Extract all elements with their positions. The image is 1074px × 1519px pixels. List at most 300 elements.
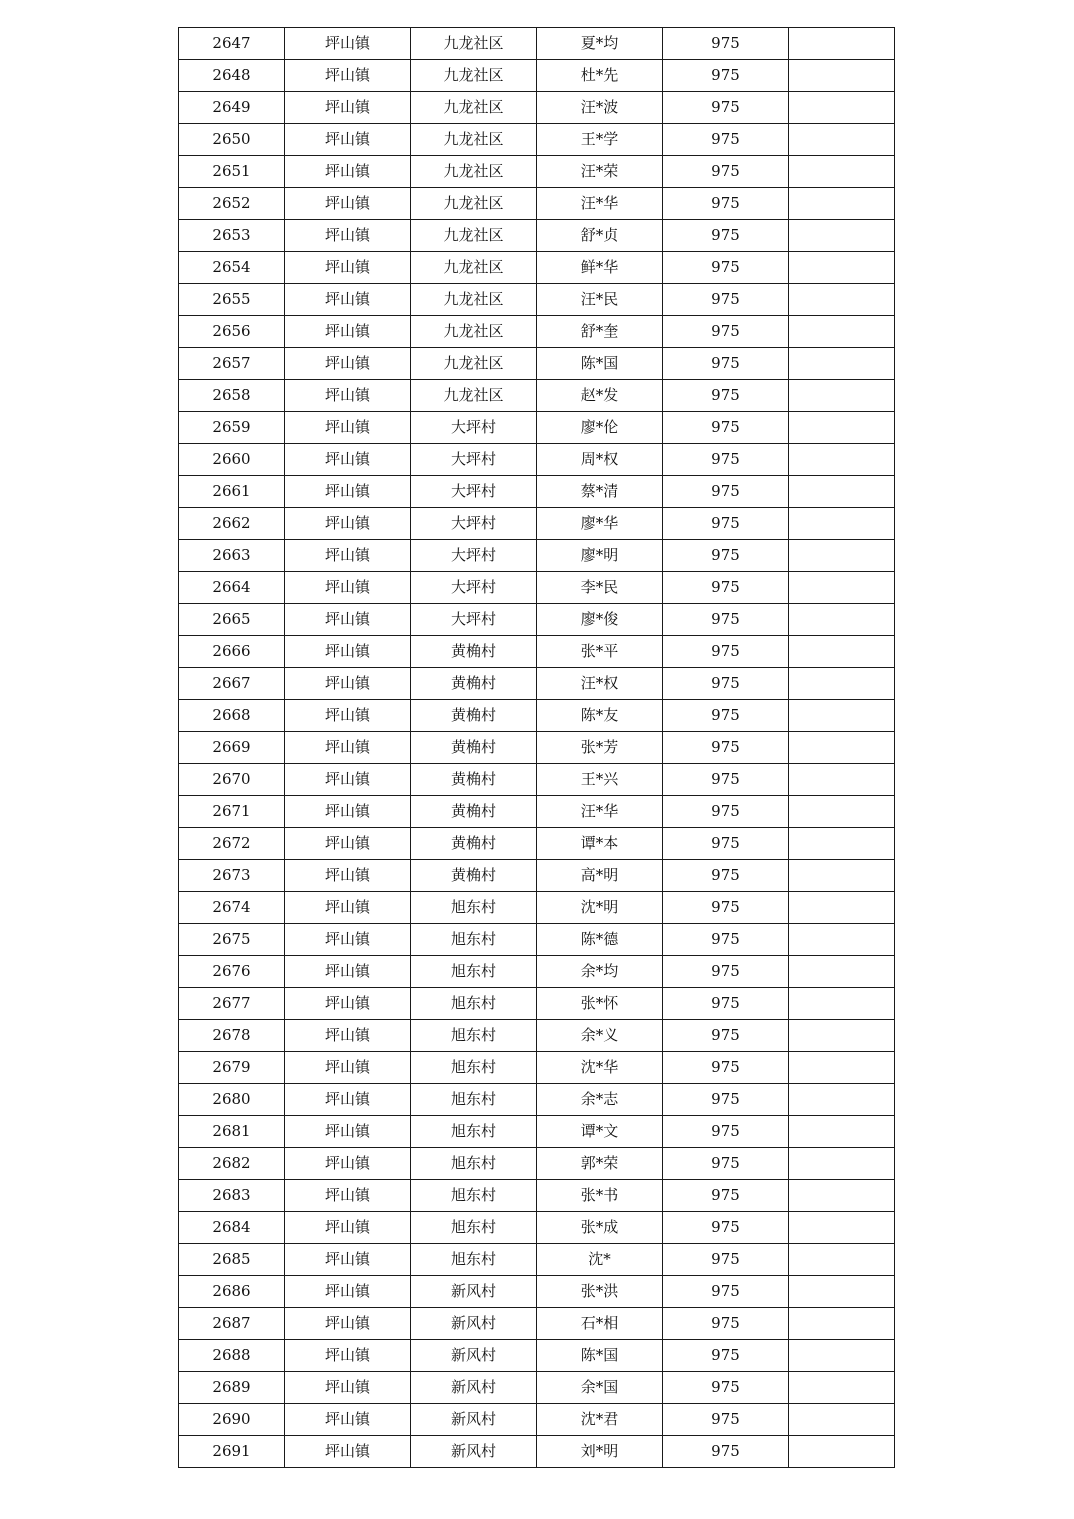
cell-amount: 975 (663, 924, 789, 956)
cell-village: 黄桷村 (411, 700, 537, 732)
cell-amount: 975 (663, 316, 789, 348)
cell-note (789, 316, 895, 348)
cell-village: 大坪村 (411, 540, 537, 572)
table-row (179, 412, 895, 444)
cell-amount: 975 (663, 604, 789, 636)
cell-amount: 975 (663, 1404, 789, 1436)
table-row (179, 124, 895, 156)
table-row (179, 1084, 895, 1116)
cell-serial-number: 2660 (179, 444, 285, 476)
cell-serial-number: 2651 (179, 156, 285, 188)
cell-name: 廖*伦 (537, 412, 663, 444)
table-row (179, 316, 895, 348)
cell-village: 九龙社区 (411, 220, 537, 252)
cell-name: 廖*华 (537, 508, 663, 540)
cell-amount: 975 (663, 348, 789, 380)
cell-town: 坪山镇 (285, 28, 411, 60)
cell-serial-number: 2668 (179, 700, 285, 732)
cell-amount: 975 (663, 1372, 789, 1404)
cell-note (789, 828, 895, 860)
cell-village: 大坪村 (411, 572, 537, 604)
cell-note (789, 188, 895, 220)
cell-name: 汪*华 (537, 796, 663, 828)
cell-amount: 975 (663, 636, 789, 668)
cell-village: 旭东村 (411, 956, 537, 988)
cell-village: 新风村 (411, 1372, 537, 1404)
cell-note (789, 732, 895, 764)
cell-town: 坪山镇 (285, 1276, 411, 1308)
table-row (179, 700, 895, 732)
table-row (179, 252, 895, 284)
cell-name: 沈*君 (537, 1404, 663, 1436)
cell-town: 坪山镇 (285, 60, 411, 92)
cell-name: 高*明 (537, 860, 663, 892)
cell-note (789, 1052, 895, 1084)
cell-village: 大坪村 (411, 412, 537, 444)
cell-town: 坪山镇 (285, 1372, 411, 1404)
cell-town: 坪山镇 (285, 796, 411, 828)
cell-name: 李*民 (537, 572, 663, 604)
cell-town: 坪山镇 (285, 444, 411, 476)
cell-name: 汪*华 (537, 188, 663, 220)
table-row (179, 1340, 895, 1372)
table-row (179, 1052, 895, 1084)
cell-serial-number: 2662 (179, 508, 285, 540)
cell-name: 郭*荣 (537, 1148, 663, 1180)
cell-village: 黄桷村 (411, 764, 537, 796)
cell-town: 坪山镇 (285, 604, 411, 636)
cell-village: 旭东村 (411, 1212, 537, 1244)
cell-village: 大坪村 (411, 444, 537, 476)
cell-town: 坪山镇 (285, 636, 411, 668)
table-row (179, 636, 895, 668)
cell-name: 陈*国 (537, 1340, 663, 1372)
cell-amount: 975 (663, 412, 789, 444)
cell-serial-number: 2685 (179, 1244, 285, 1276)
cell-village: 黄桷村 (411, 636, 537, 668)
cell-village: 九龙社区 (411, 348, 537, 380)
cell-serial-number: 2659 (179, 412, 285, 444)
cell-note (789, 668, 895, 700)
cell-serial-number: 2648 (179, 60, 285, 92)
cell-amount: 975 (663, 1436, 789, 1468)
cell-name: 廖*俊 (537, 604, 663, 636)
cell-name: 张*平 (537, 636, 663, 668)
cell-name: 陈*友 (537, 700, 663, 732)
cell-serial-number: 2671 (179, 796, 285, 828)
cell-amount: 975 (663, 92, 789, 124)
cell-note (789, 572, 895, 604)
cell-amount: 975 (663, 1116, 789, 1148)
cell-town: 坪山镇 (285, 252, 411, 284)
cell-amount: 975 (663, 476, 789, 508)
cell-serial-number: 2661 (179, 476, 285, 508)
cell-village: 黄桷村 (411, 828, 537, 860)
cell-name: 沈* (537, 1244, 663, 1276)
cell-name: 张*成 (537, 1212, 663, 1244)
cell-town: 坪山镇 (285, 1180, 411, 1212)
cell-note (789, 476, 895, 508)
cell-village: 旭东村 (411, 988, 537, 1020)
cell-note (789, 412, 895, 444)
cell-village: 旭东村 (411, 924, 537, 956)
cell-amount: 975 (663, 1052, 789, 1084)
table-body (179, 28, 895, 1468)
cell-village: 大坪村 (411, 508, 537, 540)
cell-serial-number: 2665 (179, 604, 285, 636)
cell-name: 沈*明 (537, 892, 663, 924)
cell-village: 旭东村 (411, 1020, 537, 1052)
cell-name: 谭*本 (537, 828, 663, 860)
cell-serial-number: 2656 (179, 316, 285, 348)
cell-village: 新风村 (411, 1340, 537, 1372)
cell-note (789, 28, 895, 60)
cell-name: 余*均 (537, 956, 663, 988)
table-row (179, 796, 895, 828)
table-row (179, 668, 895, 700)
cell-name: 赵*发 (537, 380, 663, 412)
cell-name: 陈*国 (537, 348, 663, 380)
cell-serial-number: 2655 (179, 284, 285, 316)
cell-serial-number: 2686 (179, 1276, 285, 1308)
cell-note (789, 1244, 895, 1276)
cell-town: 坪山镇 (285, 380, 411, 412)
cell-note (789, 1180, 895, 1212)
cell-amount: 975 (663, 124, 789, 156)
cell-name: 廖*明 (537, 540, 663, 572)
table-row (179, 380, 895, 412)
cell-amount: 975 (663, 1244, 789, 1276)
cell-town: 坪山镇 (285, 1244, 411, 1276)
cell-town: 坪山镇 (285, 1308, 411, 1340)
cell-note (789, 1148, 895, 1180)
cell-name: 石*相 (537, 1308, 663, 1340)
cell-note (789, 380, 895, 412)
table-row (179, 732, 895, 764)
cell-name: 周*权 (537, 444, 663, 476)
cell-serial-number: 2653 (179, 220, 285, 252)
cell-serial-number: 2654 (179, 252, 285, 284)
cell-village: 九龙社区 (411, 60, 537, 92)
cell-name: 余*国 (537, 1372, 663, 1404)
table-row (179, 1212, 895, 1244)
cell-amount: 975 (663, 956, 789, 988)
table-row (179, 188, 895, 220)
cell-village: 黄桷村 (411, 860, 537, 892)
cell-town: 坪山镇 (285, 700, 411, 732)
table-row (179, 1276, 895, 1308)
cell-town: 坪山镇 (285, 572, 411, 604)
cell-town: 坪山镇 (285, 156, 411, 188)
table-row (179, 892, 895, 924)
table-row (179, 1436, 895, 1468)
cell-name: 余*义 (537, 1020, 663, 1052)
cell-town: 坪山镇 (285, 1436, 411, 1468)
cell-note (789, 892, 895, 924)
cell-town: 坪山镇 (285, 860, 411, 892)
cell-amount: 975 (663, 60, 789, 92)
cell-name: 张*洪 (537, 1276, 663, 1308)
cell-serial-number: 2691 (179, 1436, 285, 1468)
cell-village: 九龙社区 (411, 124, 537, 156)
cell-town: 坪山镇 (285, 1084, 411, 1116)
table-row (179, 540, 895, 572)
cell-name: 张*怀 (537, 988, 663, 1020)
cell-name: 张*芳 (537, 732, 663, 764)
cell-town: 坪山镇 (285, 1148, 411, 1180)
table-row (179, 284, 895, 316)
cell-town: 坪山镇 (285, 412, 411, 444)
cell-amount: 975 (663, 156, 789, 188)
cell-village: 九龙社区 (411, 188, 537, 220)
table-row (179, 348, 895, 380)
cell-serial-number: 2664 (179, 572, 285, 604)
table-row (179, 60, 895, 92)
cell-town: 坪山镇 (285, 828, 411, 860)
table-row (179, 764, 895, 796)
table-row (179, 1116, 895, 1148)
cell-village: 旭东村 (411, 892, 537, 924)
cell-village: 旭东村 (411, 1244, 537, 1276)
cell-village: 九龙社区 (411, 92, 537, 124)
cell-amount: 975 (663, 1180, 789, 1212)
cell-amount: 975 (663, 1340, 789, 1372)
cell-town: 坪山镇 (285, 92, 411, 124)
cell-village: 旭东村 (411, 1148, 537, 1180)
cell-note (789, 1372, 895, 1404)
cell-note (789, 860, 895, 892)
cell-serial-number: 2676 (179, 956, 285, 988)
cell-serial-number: 2663 (179, 540, 285, 572)
cell-town: 坪山镇 (285, 1404, 411, 1436)
cell-amount: 975 (663, 508, 789, 540)
cell-name: 舒*贞 (537, 220, 663, 252)
cell-note (789, 1276, 895, 1308)
cell-note (789, 252, 895, 284)
cell-town: 坪山镇 (285, 1116, 411, 1148)
cell-village: 旭东村 (411, 1084, 537, 1116)
cell-village: 九龙社区 (411, 156, 537, 188)
cell-town: 坪山镇 (285, 476, 411, 508)
cell-serial-number: 2681 (179, 1116, 285, 1148)
cell-name: 汪*民 (537, 284, 663, 316)
table-row (179, 924, 895, 956)
cell-serial-number: 2658 (179, 380, 285, 412)
cell-serial-number: 2680 (179, 1084, 285, 1116)
cell-village: 大坪村 (411, 476, 537, 508)
cell-note (789, 508, 895, 540)
cell-village: 旭东村 (411, 1052, 537, 1084)
cell-note (789, 1020, 895, 1052)
cell-note (789, 636, 895, 668)
cell-note (789, 988, 895, 1020)
cell-serial-number: 2672 (179, 828, 285, 860)
cell-serial-number: 2678 (179, 1020, 285, 1052)
cell-town: 坪山镇 (285, 732, 411, 764)
cell-name: 舒*奎 (537, 316, 663, 348)
cell-village: 九龙社区 (411, 316, 537, 348)
cell-note (789, 1436, 895, 1468)
table-row (179, 956, 895, 988)
cell-serial-number: 2684 (179, 1212, 285, 1244)
cell-serial-number: 2652 (179, 188, 285, 220)
cell-note (789, 220, 895, 252)
cell-town: 坪山镇 (285, 348, 411, 380)
cell-village: 黄桷村 (411, 732, 537, 764)
cell-name: 王*兴 (537, 764, 663, 796)
cell-note (789, 1308, 895, 1340)
cell-village: 九龙社区 (411, 252, 537, 284)
cell-name: 谭*文 (537, 1116, 663, 1148)
cell-note (789, 764, 895, 796)
table-row (179, 1308, 895, 1340)
cell-town: 坪山镇 (285, 188, 411, 220)
cell-village: 新风村 (411, 1308, 537, 1340)
cell-note (789, 1340, 895, 1372)
cell-town: 坪山镇 (285, 1340, 411, 1372)
cell-note (789, 540, 895, 572)
cell-amount: 975 (663, 796, 789, 828)
cell-serial-number: 2677 (179, 988, 285, 1020)
cell-note (789, 124, 895, 156)
cell-village: 旭东村 (411, 1180, 537, 1212)
cell-amount: 975 (663, 860, 789, 892)
cell-amount: 975 (663, 828, 789, 860)
cell-serial-number: 2670 (179, 764, 285, 796)
cell-village: 旭东村 (411, 1116, 537, 1148)
table-row (179, 92, 895, 124)
table-row (179, 476, 895, 508)
subsidy-roster-table (178, 27, 895, 1468)
cell-amount: 975 (663, 1084, 789, 1116)
cell-town: 坪山镇 (285, 540, 411, 572)
cell-town: 坪山镇 (285, 284, 411, 316)
table-row (179, 1020, 895, 1052)
cell-amount: 975 (663, 1212, 789, 1244)
cell-note (789, 956, 895, 988)
cell-amount: 975 (663, 668, 789, 700)
cell-note (789, 348, 895, 380)
cell-town: 坪山镇 (285, 316, 411, 348)
cell-amount: 975 (663, 892, 789, 924)
cell-town: 坪山镇 (285, 1020, 411, 1052)
cell-serial-number: 2666 (179, 636, 285, 668)
cell-village: 九龙社区 (411, 28, 537, 60)
cell-serial-number: 2647 (179, 28, 285, 60)
cell-serial-number: 2673 (179, 860, 285, 892)
cell-note (789, 924, 895, 956)
table-row (179, 1180, 895, 1212)
cell-town: 坪山镇 (285, 924, 411, 956)
cell-amount: 975 (663, 220, 789, 252)
cell-town: 坪山镇 (285, 508, 411, 540)
cell-amount: 975 (663, 732, 789, 764)
cell-note (789, 604, 895, 636)
cell-amount: 975 (663, 1308, 789, 1340)
cell-name: 沈*华 (537, 1052, 663, 1084)
cell-amount: 975 (663, 252, 789, 284)
cell-note (789, 796, 895, 828)
cell-serial-number: 2667 (179, 668, 285, 700)
cell-amount: 975 (663, 284, 789, 316)
cell-town: 坪山镇 (285, 988, 411, 1020)
table-row (179, 28, 895, 60)
cell-serial-number: 2675 (179, 924, 285, 956)
cell-village: 黄桷村 (411, 668, 537, 700)
cell-serial-number: 2650 (179, 124, 285, 156)
table-row (179, 1148, 895, 1180)
cell-note (789, 284, 895, 316)
cell-serial-number: 2669 (179, 732, 285, 764)
cell-serial-number: 2674 (179, 892, 285, 924)
cell-village: 黄桷村 (411, 796, 537, 828)
cell-town: 坪山镇 (285, 764, 411, 796)
cell-village: 新风村 (411, 1276, 537, 1308)
table-row (179, 220, 895, 252)
cell-note (789, 1084, 895, 1116)
cell-note (789, 1404, 895, 1436)
cell-serial-number: 2683 (179, 1180, 285, 1212)
table-row (179, 444, 895, 476)
cell-village: 新风村 (411, 1436, 537, 1468)
cell-village: 九龙社区 (411, 284, 537, 316)
cell-amount: 975 (663, 540, 789, 572)
cell-name: 汪*权 (537, 668, 663, 700)
cell-serial-number: 2687 (179, 1308, 285, 1340)
cell-serial-number: 2679 (179, 1052, 285, 1084)
cell-amount: 975 (663, 1276, 789, 1308)
cell-name: 王*学 (537, 124, 663, 156)
cell-amount: 975 (663, 188, 789, 220)
table-row (179, 1244, 895, 1276)
table-row (179, 988, 895, 1020)
table-row (179, 156, 895, 188)
cell-amount: 975 (663, 444, 789, 476)
cell-town: 坪山镇 (285, 1212, 411, 1244)
cell-note (789, 1116, 895, 1148)
cell-serial-number: 2649 (179, 92, 285, 124)
cell-town: 坪山镇 (285, 892, 411, 924)
cell-name: 杜*先 (537, 60, 663, 92)
cell-amount: 975 (663, 700, 789, 732)
cell-town: 坪山镇 (285, 956, 411, 988)
cell-town: 坪山镇 (285, 220, 411, 252)
cell-name: 张*书 (537, 1180, 663, 1212)
cell-note (789, 92, 895, 124)
cell-serial-number: 2688 (179, 1340, 285, 1372)
cell-town: 坪山镇 (285, 1052, 411, 1084)
table-row (179, 860, 895, 892)
cell-amount: 975 (663, 1148, 789, 1180)
table-row (179, 604, 895, 636)
cell-note (789, 444, 895, 476)
cell-note (789, 700, 895, 732)
cell-name: 刘*明 (537, 1436, 663, 1468)
cell-serial-number: 2690 (179, 1404, 285, 1436)
table-row (179, 1404, 895, 1436)
cell-amount: 975 (663, 988, 789, 1020)
cell-serial-number: 2682 (179, 1148, 285, 1180)
cell-serial-number: 2657 (179, 348, 285, 380)
cell-village: 大坪村 (411, 604, 537, 636)
cell-name: 汪*波 (537, 92, 663, 124)
cell-note (789, 1212, 895, 1244)
table-row (179, 1372, 895, 1404)
cell-amount: 975 (663, 764, 789, 796)
cell-note (789, 156, 895, 188)
cell-note (789, 60, 895, 92)
cell-town: 坪山镇 (285, 668, 411, 700)
